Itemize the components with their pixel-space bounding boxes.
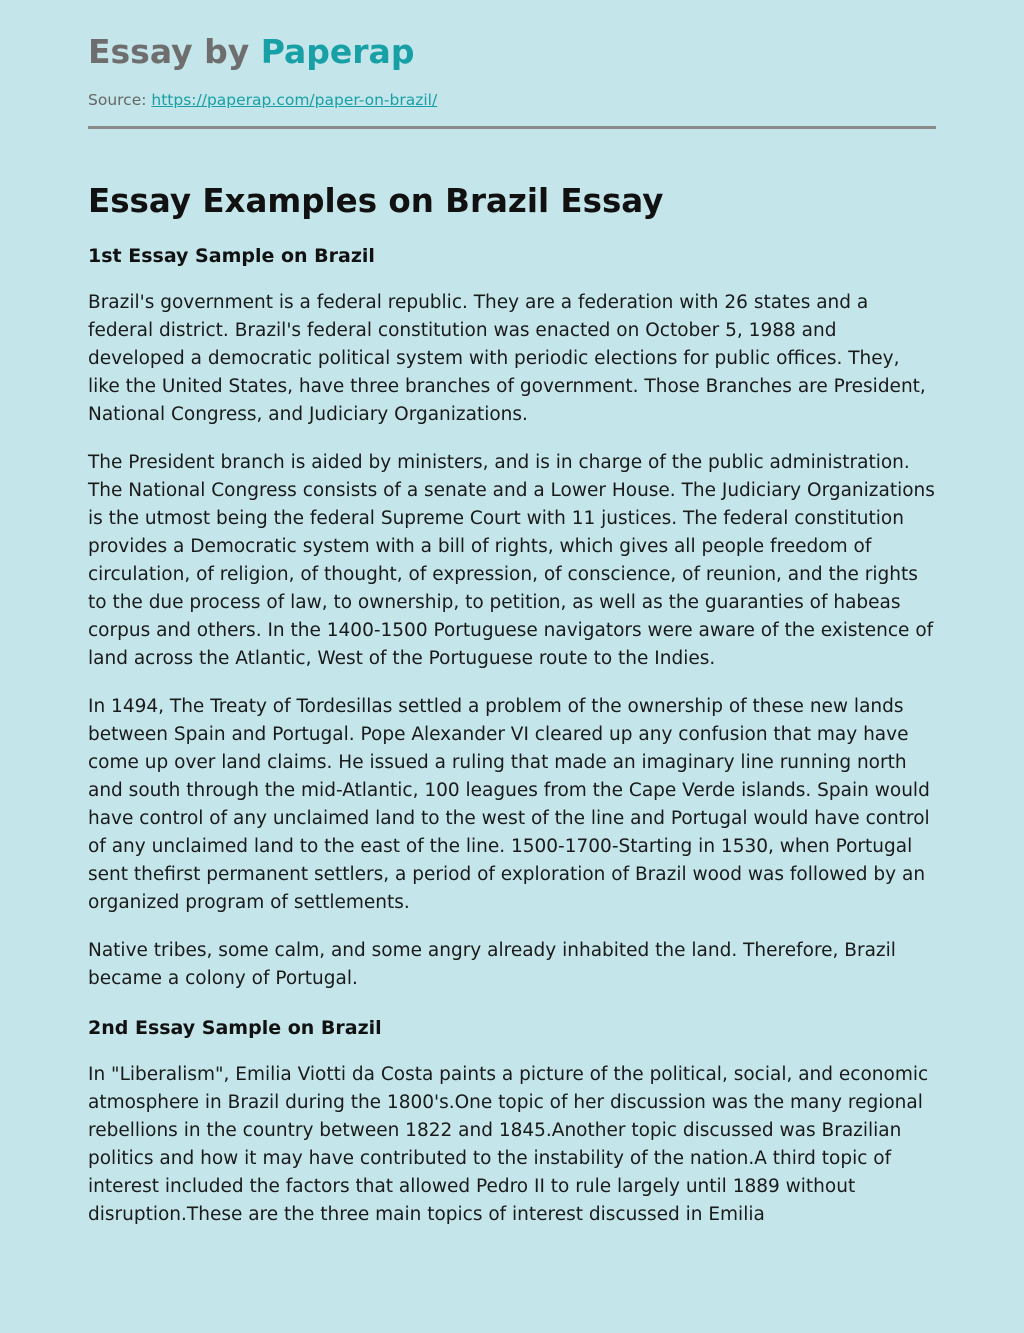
source-label: Source: [88, 91, 147, 109]
paragraph: In 1494, The Treaty of Tordesillas settled a problem of the ownership of these new lands between Spain and Portugal. Pope Alexander VI cleared up any confusion that may have come up over land claims. He issued a ruling that made an imaginary line running north and south through the mid-Atlantic, 100 leagues from the Cape Verde islands. Spain would have control of any unclaimed land to the west of the line and Portugal would have control of any unclaimed land to the east of the line. 1500-1700-Starting in 1530, when Portugal sent thefirst permanent settlers, a period of exploration of Brazil wood was followed by an organized program of settlements. [88, 696, 930, 913]
paragraph: The President branch is aided by ministers, and is in charge of the public administration. The National Congress consists of a senate and a Lower House. The Judiciary Organizations is the utmost being the federal Supreme Court with 11 justices. The federal constitution provides a Democratic system with a bill of rights, which gives all people freedom of circulation, of religion, of thought, of expression, of conscience, of reunion, and the rights to the due process of law, to ownership, to petition, as well as the guaranties of habeas corpus and others. In the 1400-1500 Portuguese navigators were aware of the existence of land across the Atlantic, West of the Portuguese route to the Indies. [88, 452, 935, 669]
paragraph: In "Liberalism", Emilia Viotti da Costa paints a picture of the political, social, and economic atmosphere in Brazil during the 1800's.One topic of her discussion was the many regional rebellions in the country between 1822 and 1845.Another topic discussed was Brazilian politics and how it may have contributed to the instability of the nation.A third topic of interest included the factors that allowed Pedro II to rule largely until 1889 without disruption.These are the three main topics of interest discussed in Emilia [88, 1064, 929, 1225]
paragraph: Native tribes, some calm, and some angry already inhabited the land. Therefore, Brazil became a colony of Portugal. [88, 940, 896, 989]
brand-name: Paperap [260, 32, 415, 71]
paragraph: Brazil's government is a federal republic. They are a federation with 26 states and a federal district. Brazil's federal constitution was enacted on October 5, 1988 and developed a democratic political system with periodic elections for public offices. They, like the United States, have three branches of government. Those Branches are President, National Congress, and Judiciary Organizations. [88, 292, 926, 425]
section-heading-2: 2nd Essay Sample on Brazil [88, 1017, 382, 1039]
page [88, 0, 936, 1229]
brand-prefix: Essay by [88, 32, 261, 71]
page-title: Essay Examples on Brazil Essay [88, 182, 664, 220]
header-divider [88, 126, 936, 129]
site-brand[interactable] [88, 30, 936, 74]
section-heading-1: 1st Essay Sample on Brazil [88, 245, 375, 267]
source-link[interactable]: https://paperap.com/paper-on-brazil/ [151, 91, 438, 109]
source-line [88, 90, 936, 110]
